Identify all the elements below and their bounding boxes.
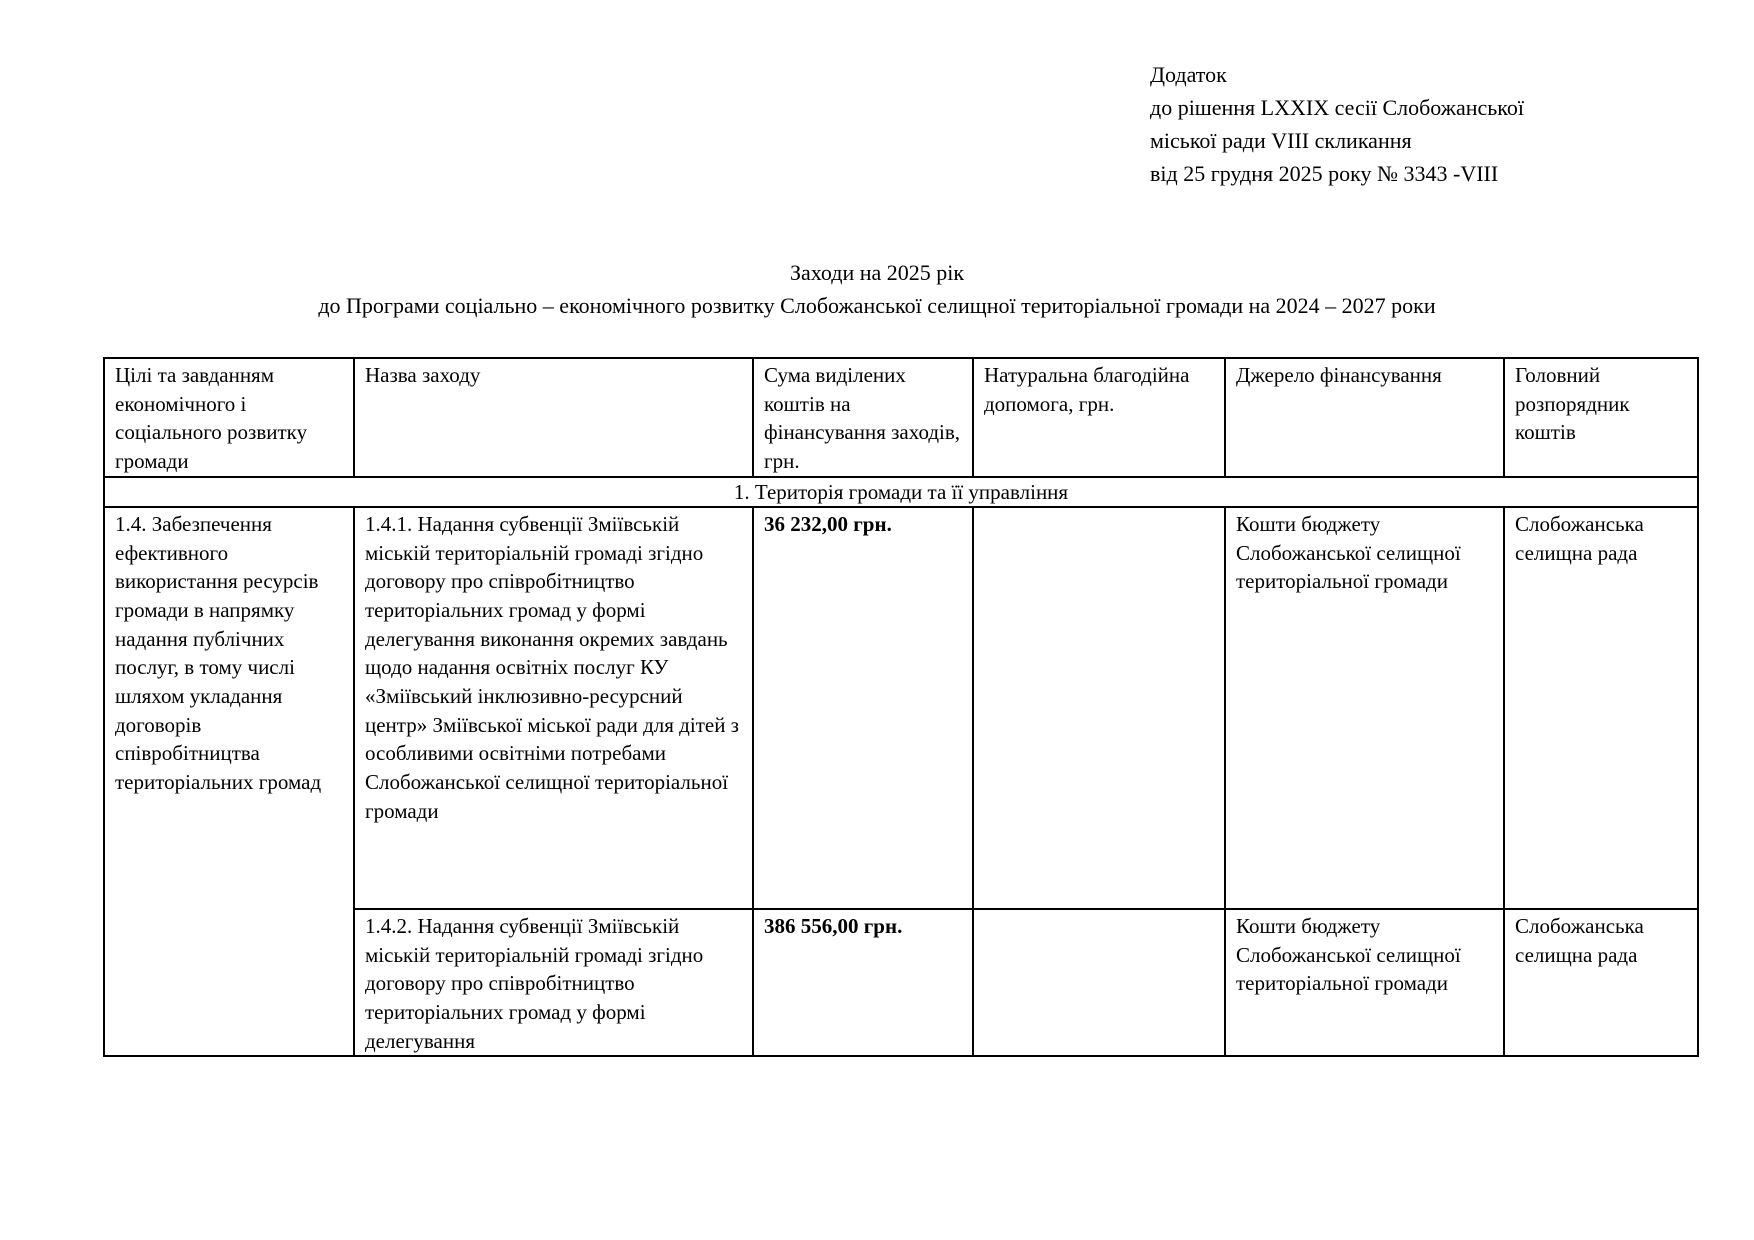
header-amount: Сума виділених коштів на фінансування заходів, грн. — [753, 358, 973, 477]
table-header-row — [104, 358, 1698, 477]
section-row — [104, 477, 1698, 507]
appendix-line: міської ради VIII скликання — [1150, 128, 1412, 153]
header-manager: Головний розпорядник коштів — [1504, 358, 1698, 477]
header-goals: Цілі та завданням економічного і соціального розвитку громади — [104, 358, 354, 477]
measures-table — [103, 357, 1699, 1057]
header-charity: Натуральна благодійна допомога, грн. — [973, 358, 1225, 477]
title-line-2: до Програми соціально – економічного розвитку Слобожанської селищної територіальної громади на 2024 – 2027 роки — [318, 293, 1436, 318]
appendix-line: від 25 грудня 2025 року № 3343 -VIII — [1150, 161, 1499, 186]
source-cell: Кошти бюджету Слобожанської селищної територіальної громади — [1225, 909, 1504, 1057]
appendix-line: Додаток — [1150, 62, 1227, 87]
source-cell: Кошти бюджету Слобожанської селищної територіальної громади — [1225, 507, 1504, 909]
amount-cell: 36 232,00 грн. — [753, 507, 973, 909]
manager-cell: Слобожанська селищна рада — [1504, 909, 1698, 1057]
appendix-line: до рішення LXXIX сесії Слобожанської — [1150, 95, 1524, 120]
goal-cell: 1.4. Забезпечення ефективного використання ресурсів громади в напрямку надання публічних послуг, в тому числі шляхом укладання договорів співробітництва територіальних громад — [104, 507, 354, 1057]
amount-cell: 386 556,00 грн. — [753, 909, 973, 1057]
measure-cell: 1.4.1. Надання субвенції Зміївській міській територіальній громаді згідно договору про співробітництво територіальних громад у формі делегування виконання окремих завдань щодо надання освітніх послуг КУ «Зміївський інклюзивно-ресурсний центр» Зміївської міської ради для дітей з особливими освітніми потребами Слобожанської селищної територіальної громади — [354, 507, 753, 909]
appendix-header — [1150, 58, 1524, 190]
title-line-1: Заходи на 2025 рік — [789, 260, 965, 285]
charity-cell — [973, 909, 1225, 1057]
document-title — [0, 256, 1754, 322]
manager-cell: Слобожанська селищна рада — [1504, 507, 1698, 909]
charity-cell — [973, 507, 1225, 909]
header-measure: Назва заходу — [354, 358, 753, 477]
section-title: 1. Територія громади та її управління — [104, 477, 1698, 507]
measure-cell: 1.4.2. Надання субвенції Зміївській міській територіальній громаді згідно договору про співробітництво територіальних громад у формі делегування — [354, 909, 753, 1057]
header-source: Джерело фінансування — [1225, 358, 1504, 477]
table-row — [104, 507, 1698, 909]
